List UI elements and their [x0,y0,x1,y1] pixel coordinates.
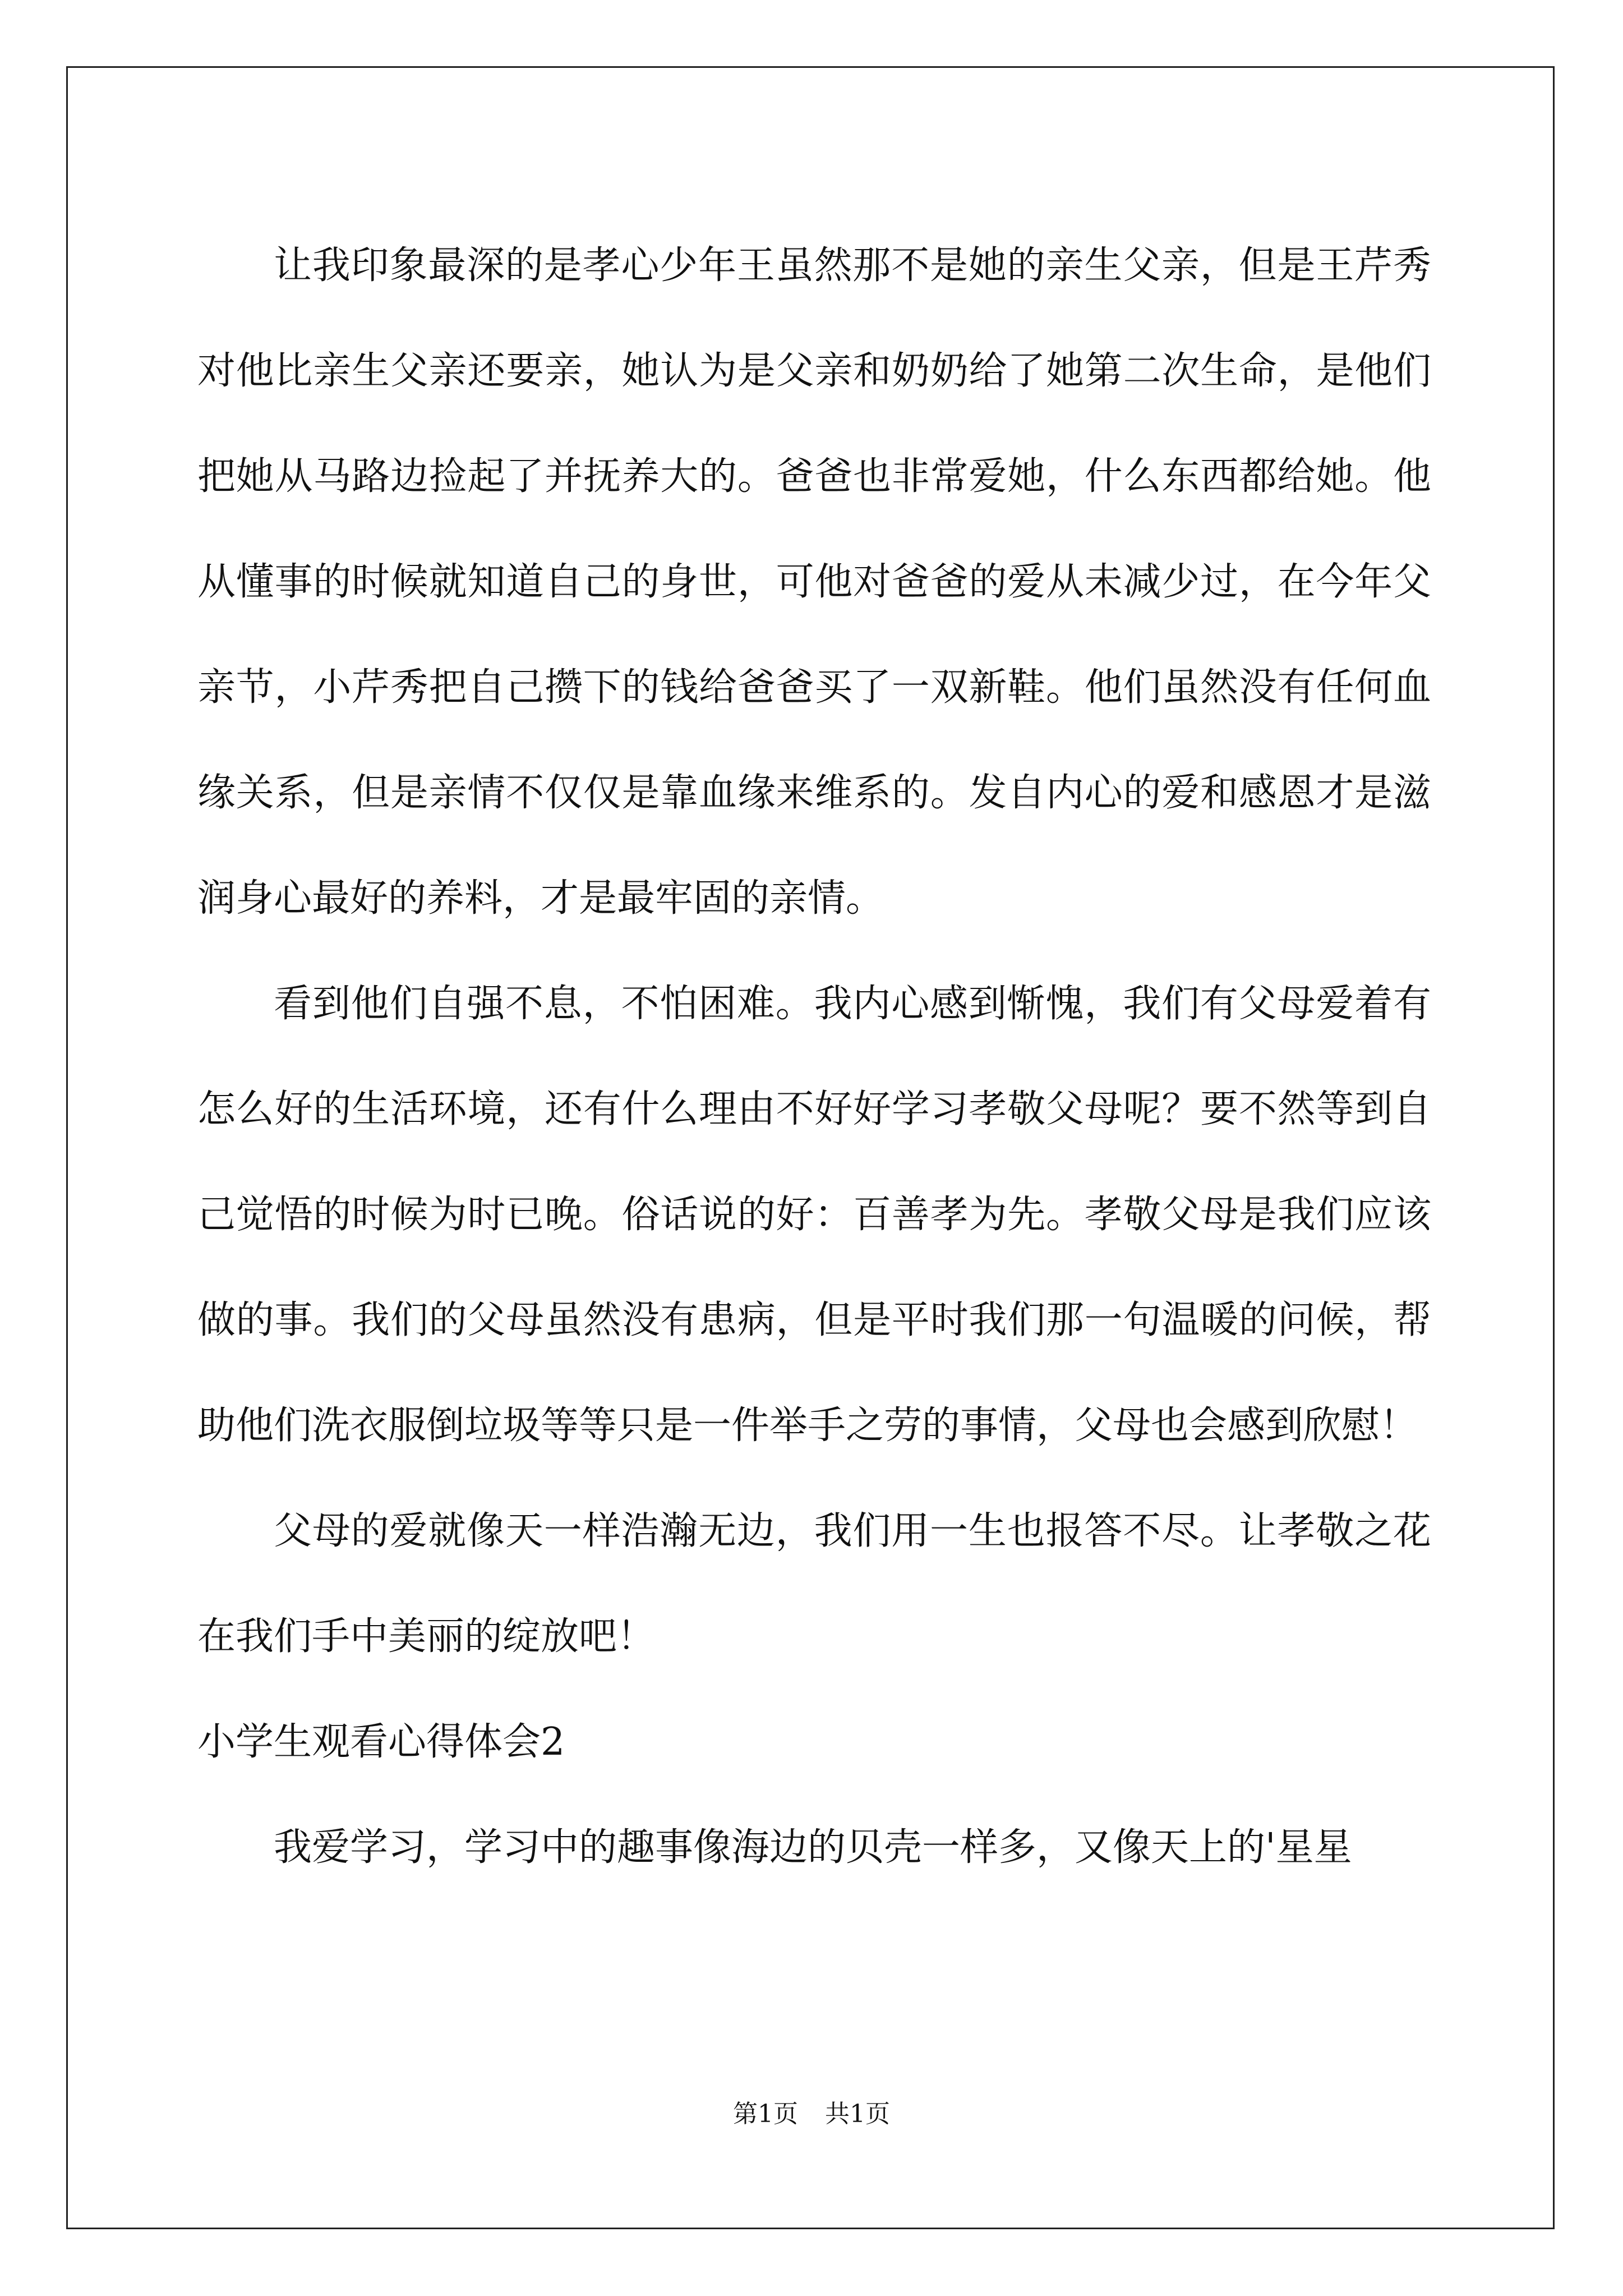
page-footer [0,2093,1623,2129]
section-heading: 小学生观看心得体会2 [197,1720,565,1764]
page-number: 第1页 [733,2100,798,2128]
paragraph-1: 让我印象最深的是孝心少年王虽然那不是她的亲生父亲，但是王芹秀对他比亲生父亲还要亲，她认为是父亲和奶奶给了她第二次生命，是他们把她从马路边捡起了并抚养大的。爸爸也非常爱她，什么东西都给她。他从懂事的时候就知道自己的身世，可他对爸爸的爱从未减少过，在今年父亲节，小芹秀把自己攒下的钱给爸爸买了一双新鞋。他们虽然没有任何血缘关系，但是亲情不仅仅是靠血缘来维系的。发自内心的爱和感恩才是滋润身心最好的养料，才是最牢固的亲情。 [197,243,1431,921]
paragraph-4: 我爱学习，学习中的趣事像海边的贝壳一样多，又像天上的'星星 [274,1825,1352,1870]
document-body [197,213,1431,1901]
paragraph-2: 看到他们自强不息，不怕困难。我内心感到惭愧，我们有父母爱着有怎么好的生活环境，还有什么理由不好好学习孝敬父母呢？要不然等到自己觉悟的时候为时已晚。俗话说的好：百善孝为先。孝敬父母是我们应该做的事。我们的父母虽然没有患病，但是平时我们那一句温暖的问候，帮助他们洗衣服倒垃圾等等只是一件举手之劳的事情，父母也会感到欣慰！ [197,982,1431,1448]
page-count: 共1页 [825,2100,890,2128]
paragraph-3: 父母的爱就像天一样浩瀚无边，我们用一生也报答不尽。让孝敬之花在我们手中美丽的绽放吧！ [197,1509,1431,1659]
